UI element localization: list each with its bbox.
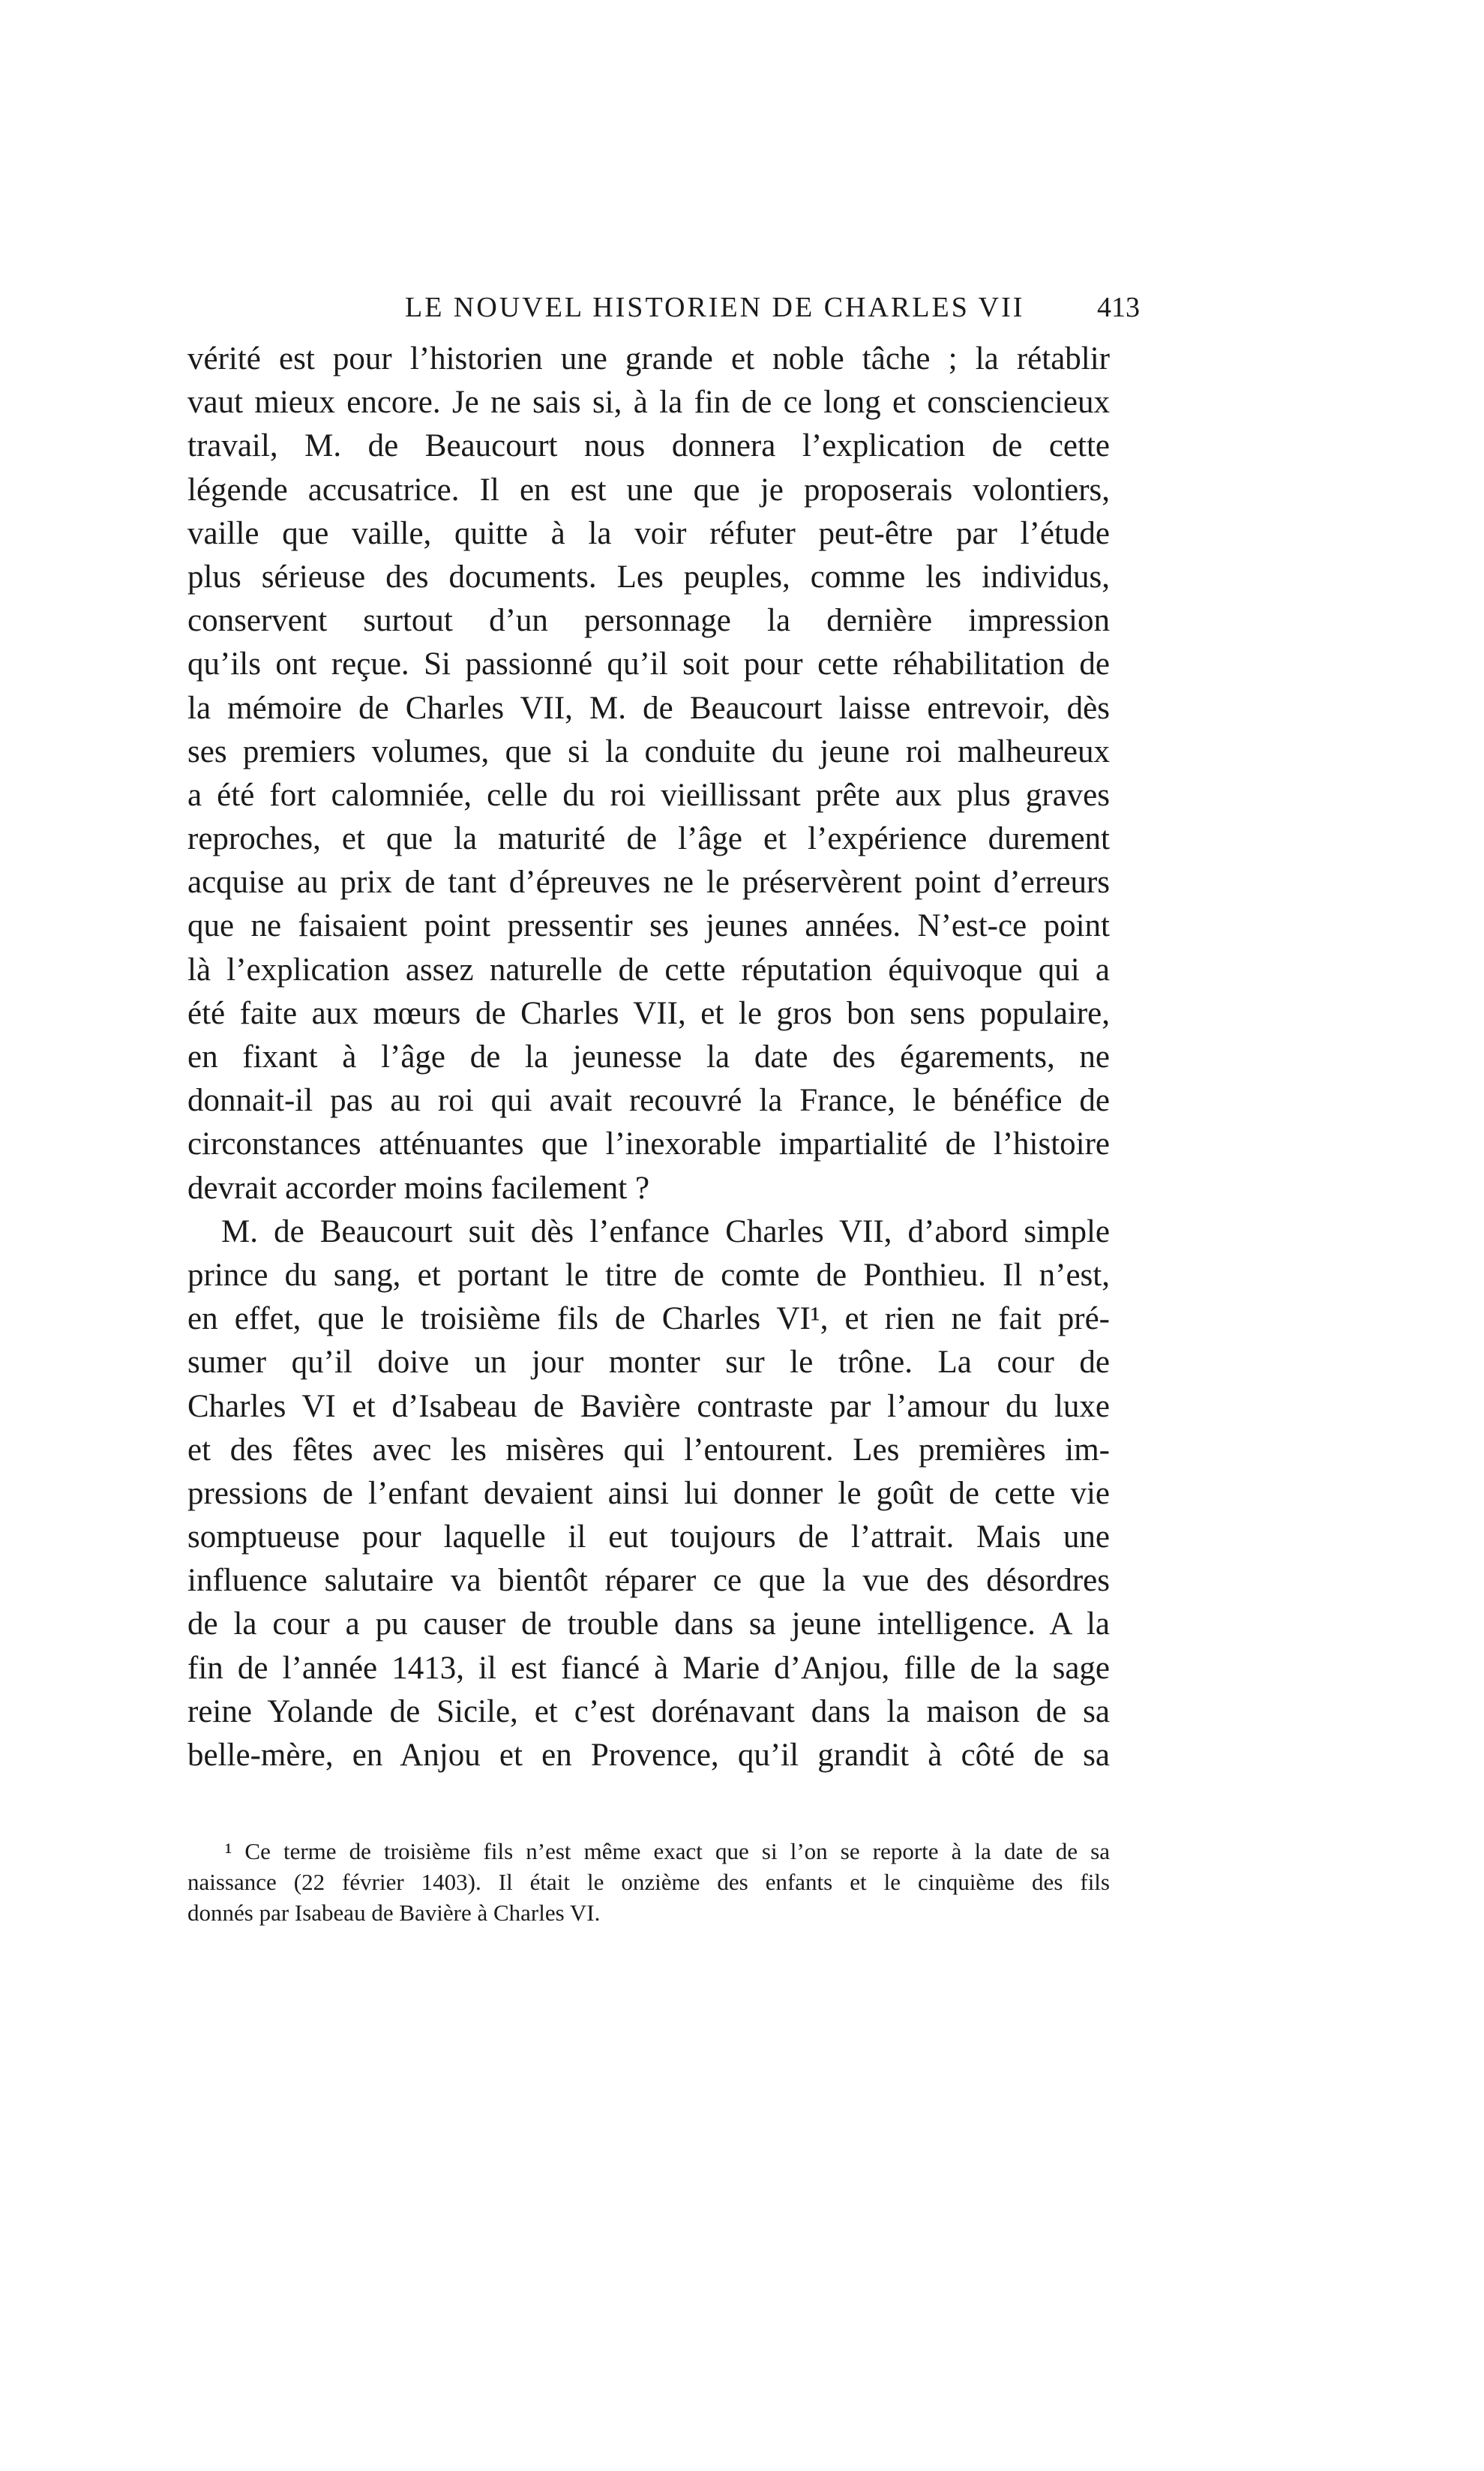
text-line: et des fêtes avec les misères qui l’entourent. Les premières im- <box>187 1432 1110 1468</box>
text-line: vaut mieux encore. Je ne sais si, à la fin de ce long et consciencieux <box>187 385 1110 421</box>
text-line: été faite aux mœurs de Charles VII, et le gros bon sens populaire, <box>187 995 1110 1031</box>
footnote <box>187 1836 1110 1928</box>
text-line: acquise au prix de tant d’épreuves ne le préservèrent point d’erreurs <box>187 865 1110 901</box>
text-line: sumer qu’il doive un jour monter sur le trône. La cour de <box>187 1345 1110 1381</box>
footnote-line: naissance (22 février 1403). Il était le onzième des enfants et le cinquième des fils <box>187 1869 1110 1895</box>
text-line: somptueuse pour laquelle il eut toujours de l’attrait. Mais une <box>187 1519 1110 1555</box>
text-line: devrait accorder moins facilement ? <box>187 1170 650 1206</box>
text-line: en effet, que le troisième fils de Charles VI¹, et rien ne fait pré- <box>187 1301 1110 1337</box>
text-line: M. de Beaucourt suit dès l’enfance Charles VII, d’abord simple <box>221 1213 1110 1249</box>
text-line: vérité est pour l’historien une grande et noble tâche ; la rétablir <box>187 341 1110 376</box>
text-line: de la cour a pu causer de trouble dans sa jeune intelligence. A la <box>187 1606 1110 1642</box>
text-line: ses premiers volumes, que si la conduite du jeune roi malheureux <box>187 733 1110 769</box>
text-line: pressions de l’enfant devaient ainsi lui donner le goût de cette vie <box>187 1475 1110 1511</box>
text-line: vaille que vaille, quitte à la voir réfuter peut-être par l’étude <box>187 515 1110 551</box>
running-title: LE NOUVEL HISTORIEN DE CHARLES VII <box>405 292 1025 323</box>
text-line: là l’explication assez naturelle de cette réputation équivoque qui a <box>187 952 1110 988</box>
text-line: donnait-il pas au roi qui avait recouvré la France, le bénéfice de <box>187 1083 1110 1119</box>
text-line: en fixant à l’âge de la jeunesse la date des égarements, ne <box>187 1039 1110 1075</box>
text-line: Charles VI et d’Isabeau de Bavière contraste par l’amour du luxe <box>187 1388 1110 1424</box>
text-line: légende accusatrice. Il en est une que je proposerais volontiers, <box>187 472 1110 508</box>
text-line: reine Yolande de Sicile, et c’est dorénavant dans la maison de sa <box>187 1693 1110 1729</box>
text-line: que ne faisaient point pressentir ses jeunes années. N’est-ce point <box>187 908 1110 944</box>
text-line: travail, M. de Beaucourt nous donnera l’explication de cette <box>187 428 1110 464</box>
text-line: qu’ils ont reçue. Si passionné qu’il soit pour cette réhabilitation de <box>187 646 1110 682</box>
text-line: belle-mère, en Anjou et en Provence, qu’il grandit à côté de sa <box>187 1738 1110 1773</box>
text-line: conservent surtout d’un personnage la dernière impression <box>187 603 1110 639</box>
text-line: fin de l’année 1413, il est fiancé à Marie d’Anjou, fille de la sage <box>187 1650 1110 1686</box>
running-head <box>405 291 1140 336</box>
page-number: 413 <box>1097 292 1140 323</box>
body-text <box>187 337 1110 1777</box>
footnote-line: ¹ Ce terme de troisième fils n’est même exact que si l’on se reporte à la date de sa <box>225 1838 1110 1864</box>
text-line: circonstances atténuantes que l’inexorable impartialité de l’histoire <box>187 1126 1110 1162</box>
footnote-line: donnés par Isabeau de Bavière à Charles VI. <box>187 1900 601 1926</box>
text-line: reproches, et que la maturité de l’âge et l’expérience durement <box>187 821 1110 857</box>
text-line: plus sérieuse des documents. Les peuples, comme les individus, <box>187 559 1110 595</box>
text-line: la mémoire de Charles VII, M. de Beaucourt laisse entrevoir, dès <box>187 690 1110 726</box>
text-line: prince du sang, et portant le titre de comte de Ponthieu. Il n’est, <box>187 1257 1110 1293</box>
text-line: influence salutaire va bientôt réparer ce que la vue des désordres <box>187 1563 1110 1599</box>
text-line: a été fort calomniée, celle du roi vieillissant prête aux plus graves <box>187 777 1110 813</box>
